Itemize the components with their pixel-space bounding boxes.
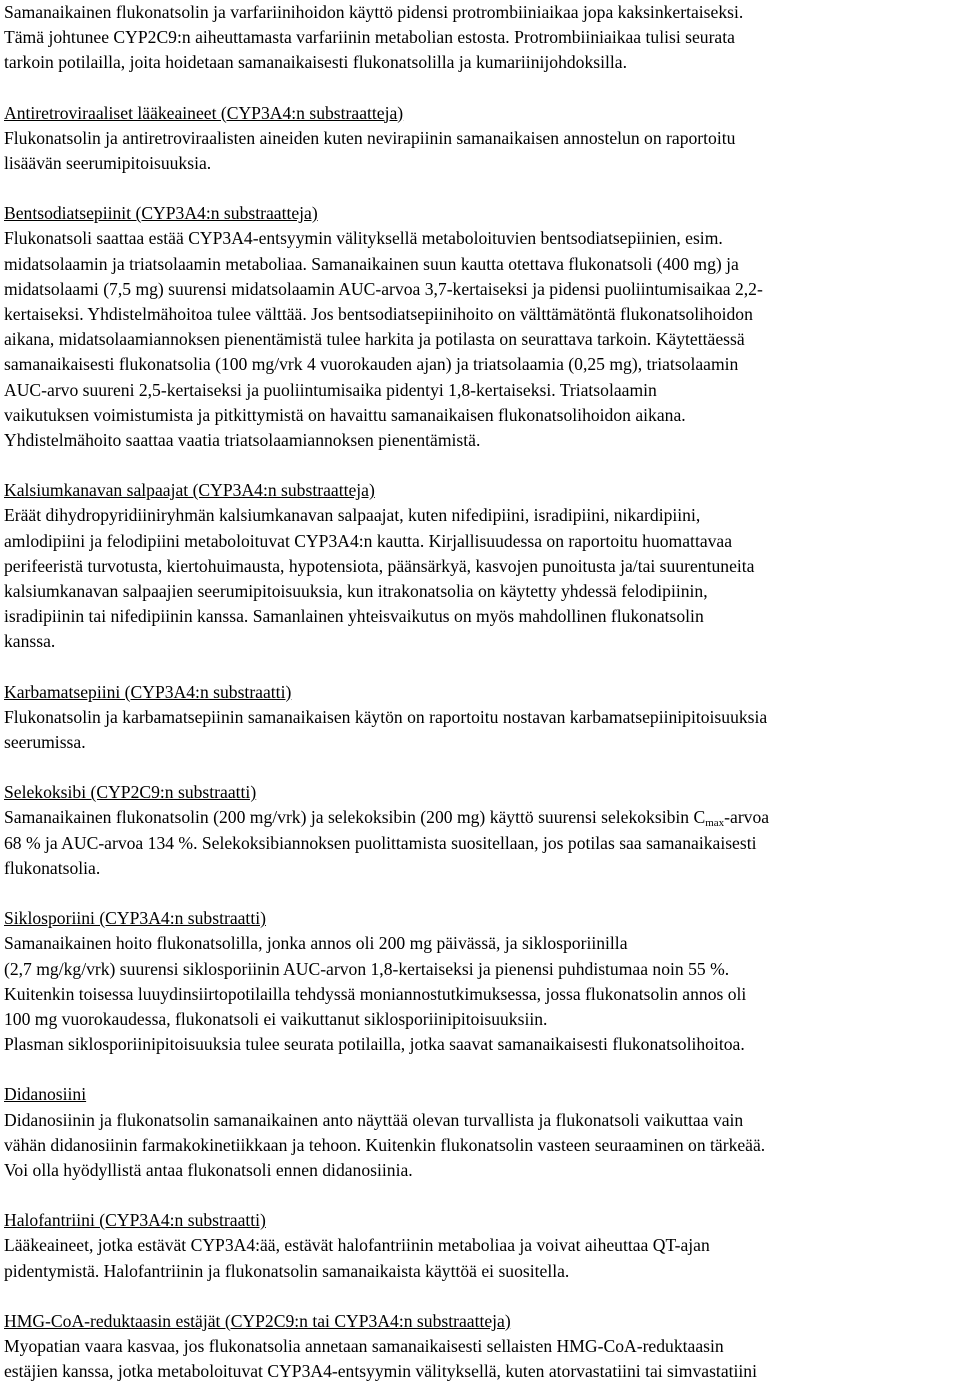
section-heading: Karbamatsepiini (CYP3A4:n substraatti) xyxy=(4,681,292,702)
section-ciclosporin xyxy=(4,906,958,1057)
text-line: tarkoin potilailla, joita hoidetaan samanaikaisesti flukonatsolilla ja kumariinijohdoksilla. xyxy=(4,52,627,73)
section-heading: Halofantriini (CYP3A4:n substraatti) xyxy=(4,1210,266,1231)
section-heading: HMG-CoA-reduktaasin estäjät (CYP2C9:n tai CYP3A4:n substraatteja) xyxy=(4,1310,511,1331)
text-line: Tämä johtunee CYP2C9:n aiheuttamasta varfariinin metabolian estosta. Protrombiiniaikaa tulisi seurata xyxy=(4,27,735,48)
text-line: (2,7 mg/kg/vrk) suurensi siklosporiinin AUC-arvon 1,8-kertaiseksi ja pienensi puhdistumaa noin 55 %. xyxy=(4,958,730,979)
text-line: midatsolaamin ja triatsolaamin metaboliaa. Samanaikainen suun kautta otettava flukonatsoli (400 mg) ja xyxy=(4,253,739,274)
section-heading: Bentsodiatsepiinit (CYP3A4:n substraatteja) xyxy=(4,203,318,224)
text-line: perifeeristä turvotusta, kiertohuimausta, hypotensiota, päänsärkyä, kasvojen punoitusta ja/tai suurentuneita xyxy=(4,555,755,576)
text-line: Flukonatsolin ja karbamatsepiinin samanaikaisen käytön on raportoitu nostavan karbamatsepiinipitoisuuksia xyxy=(4,706,768,727)
section-calcium-channel-blockers xyxy=(4,478,958,654)
section-antiretroviral xyxy=(4,101,958,177)
text-line: Didanosiinin ja flukonatsolin samanaikainen anto näyttää olevan turvallista ja flukonatsoli vaikuttaa vain xyxy=(4,1109,744,1130)
section-heading: Antiretroviraaliset lääkeaineet (CYP3A4:n substraatteja) xyxy=(4,102,404,123)
text-line: Eräät dihydropyridiiniryhmän kalsiumkanavan salpaajat, kuten nifedipiini, isradipiini, nikardipiini, xyxy=(4,505,701,526)
text-line: Voi olla hyödyllistä antaa flukonatsoli ennen didanosiinia. xyxy=(4,1159,413,1180)
document-page xyxy=(4,0,958,1384)
text-line: 100 mg vuorokaudessa, flukonatsoli ei vaikuttanut siklosporiinipitoisuuksiin. xyxy=(4,1008,548,1029)
text-line: amlodipiini ja felodipiini metaboloituvat CYP3A4:n kautta. Kirjallisuudessa on raportoitu huomattavaa xyxy=(4,530,733,551)
section-benzodiazepines xyxy=(4,201,958,453)
text-line: seerumissa. xyxy=(4,732,86,753)
text-line: kanssa. xyxy=(4,631,56,652)
text-line: Yhdistelmähoito saattaa vaatia triatsolaamiannoksen pienentämistä. xyxy=(4,430,481,451)
text-line: Plasman siklosporiinipitoisuuksia tulee seurata potilailla, jotka saavat samanaikaisesti flukonatsolihoitoa. xyxy=(4,1034,745,1055)
text-line: samanaikaisesti flukonatsolia (100 mg/vrk 4 vuorokauden ajan) ja triatsolaamia (0,25 mg), triatsolaamin xyxy=(4,354,739,375)
section-hmg-coa-reductase-inhibitors xyxy=(4,1309,958,1385)
text-line: midatsolaami (7,5 mg) suurensi midatsolaamin AUC-arvoa 3,7-kertaiseksi ja pidensi puoliintumisaikaa 2,2- xyxy=(4,278,763,299)
text-line: Myopatian vaara kasvaa, jos flukonatsolia annetaan samanaikaisesti sellaisten HMG-CoA-reduktaasin xyxy=(4,1335,724,1356)
text-line: Flukonatsolin ja antiretroviraalisten aineiden kuten nevirapiinin samanaikaisen annostelun on raportoitu xyxy=(4,127,736,148)
subscript-max: max xyxy=(705,817,725,830)
text-line: aikana, midatsolaamiannoksen pienentämistä tulee harkita ja potilasta on seurattava tarkoin. Käytettäessä xyxy=(4,329,745,350)
text-line: Lääkeaineet, jotka estävät CYP3A4:ää, estävät halofantriinin metaboliaa ja voivat aiheuttaa QT-ajan xyxy=(4,1235,710,1256)
text-line: lisäävän seerumipitoisuuksia. xyxy=(4,153,212,174)
text-line: Samanaikainen hoito flukonatsolilla, jonka annos oli 200 mg päivässä, ja siklosporiinilla xyxy=(4,933,628,954)
text-line: kalsiumkanavan salpaajien seerumipitoisuuksia, kun itrakonatsolia on käytetty yhdessä felodipiinin, xyxy=(4,581,708,602)
text-line-cmax xyxy=(4,805,958,830)
section-heading: Selekoksibi (CYP2C9:n substraatti) xyxy=(4,782,257,803)
text-line: estäjien kanssa, jotka metaboloituvat CYP3A4-entsyymin välityksellä, kuten atorvastatiini tai simvastatiini xyxy=(4,1361,757,1382)
section-halofantrine xyxy=(4,1208,958,1284)
section-heading: Kalsiumkanavan salpaajat (CYP3A4:n substraatteja) xyxy=(4,480,375,501)
warfarin-paragraph xyxy=(4,0,958,76)
text-line: 68 % ja AUC-arvoa 134 %. Selekoksibiannoksen puolittamista suositellaan, jos potilas saa samanaikaisesti xyxy=(4,832,757,853)
text-line: kertaiseksi. Yhdistelmähoitoa tulee välttää. Jos bentsodiatsepiinihoito on välttämätöntä flukonatsolihoidon xyxy=(4,304,753,325)
section-heading: Didanosiini xyxy=(4,1084,87,1105)
section-carbamazepine xyxy=(4,680,958,756)
section-heading: Siklosporiini (CYP3A4:n substraatti) xyxy=(4,908,266,929)
text-line: pidentymistä. Halofantriinin ja flukonatsolin samanaikaista käyttöä ei suositella. xyxy=(4,1260,570,1281)
section-celecoxib xyxy=(4,780,958,881)
text-fragment: Samanaikainen flukonatsolin (200 mg/vrk) ja selekoksibin (200 mg) käyttö suurensi selekoksibin C xyxy=(4,807,706,828)
text-line: isradipiinin tai nifedipiinin kanssa. Samanlainen yhteisvaikutus on myös mahdollinen flukonatsolin xyxy=(4,606,704,627)
text-line: vaikutuksen voimistumista ja pitkittymistä on havaittu samanaikaisen flukonatsolihoidon aikana. xyxy=(4,404,686,425)
text-fragment: -arvoa xyxy=(724,807,770,828)
text-line: Samanaikainen flukonatsolin ja varfariinihoidon käyttö pidensi protrombiiniaikaa jopa kaksinkertaiseksi. xyxy=(4,2,744,22)
text-line: Kuitenkin toisessa luuydinsiirtopotilailla tehdyssä moniannostutkimuksessa, jossa flukonatsolin annos oli xyxy=(4,983,747,1004)
text-line: AUC-arvo suureni 2,5-kertaiseksi ja puoliintumisaika pidentyi 1,8-kertaiseksi. Triatsolaamin xyxy=(4,379,657,400)
section-didanosine xyxy=(4,1082,958,1183)
text-line: flukonatsolia. xyxy=(4,857,101,878)
text-line: Flukonatsoli saattaa estää CYP3A4-entsyymin välityksellä metaboloituvien bentsodiatsepiinien, esim. xyxy=(4,228,723,249)
text-line: vähän didanosiinin farmakokinetiikkaan ja tehoon. Kuitenkin flukonatsolin vasteen seuraaminen on tärkeää. xyxy=(4,1134,766,1155)
